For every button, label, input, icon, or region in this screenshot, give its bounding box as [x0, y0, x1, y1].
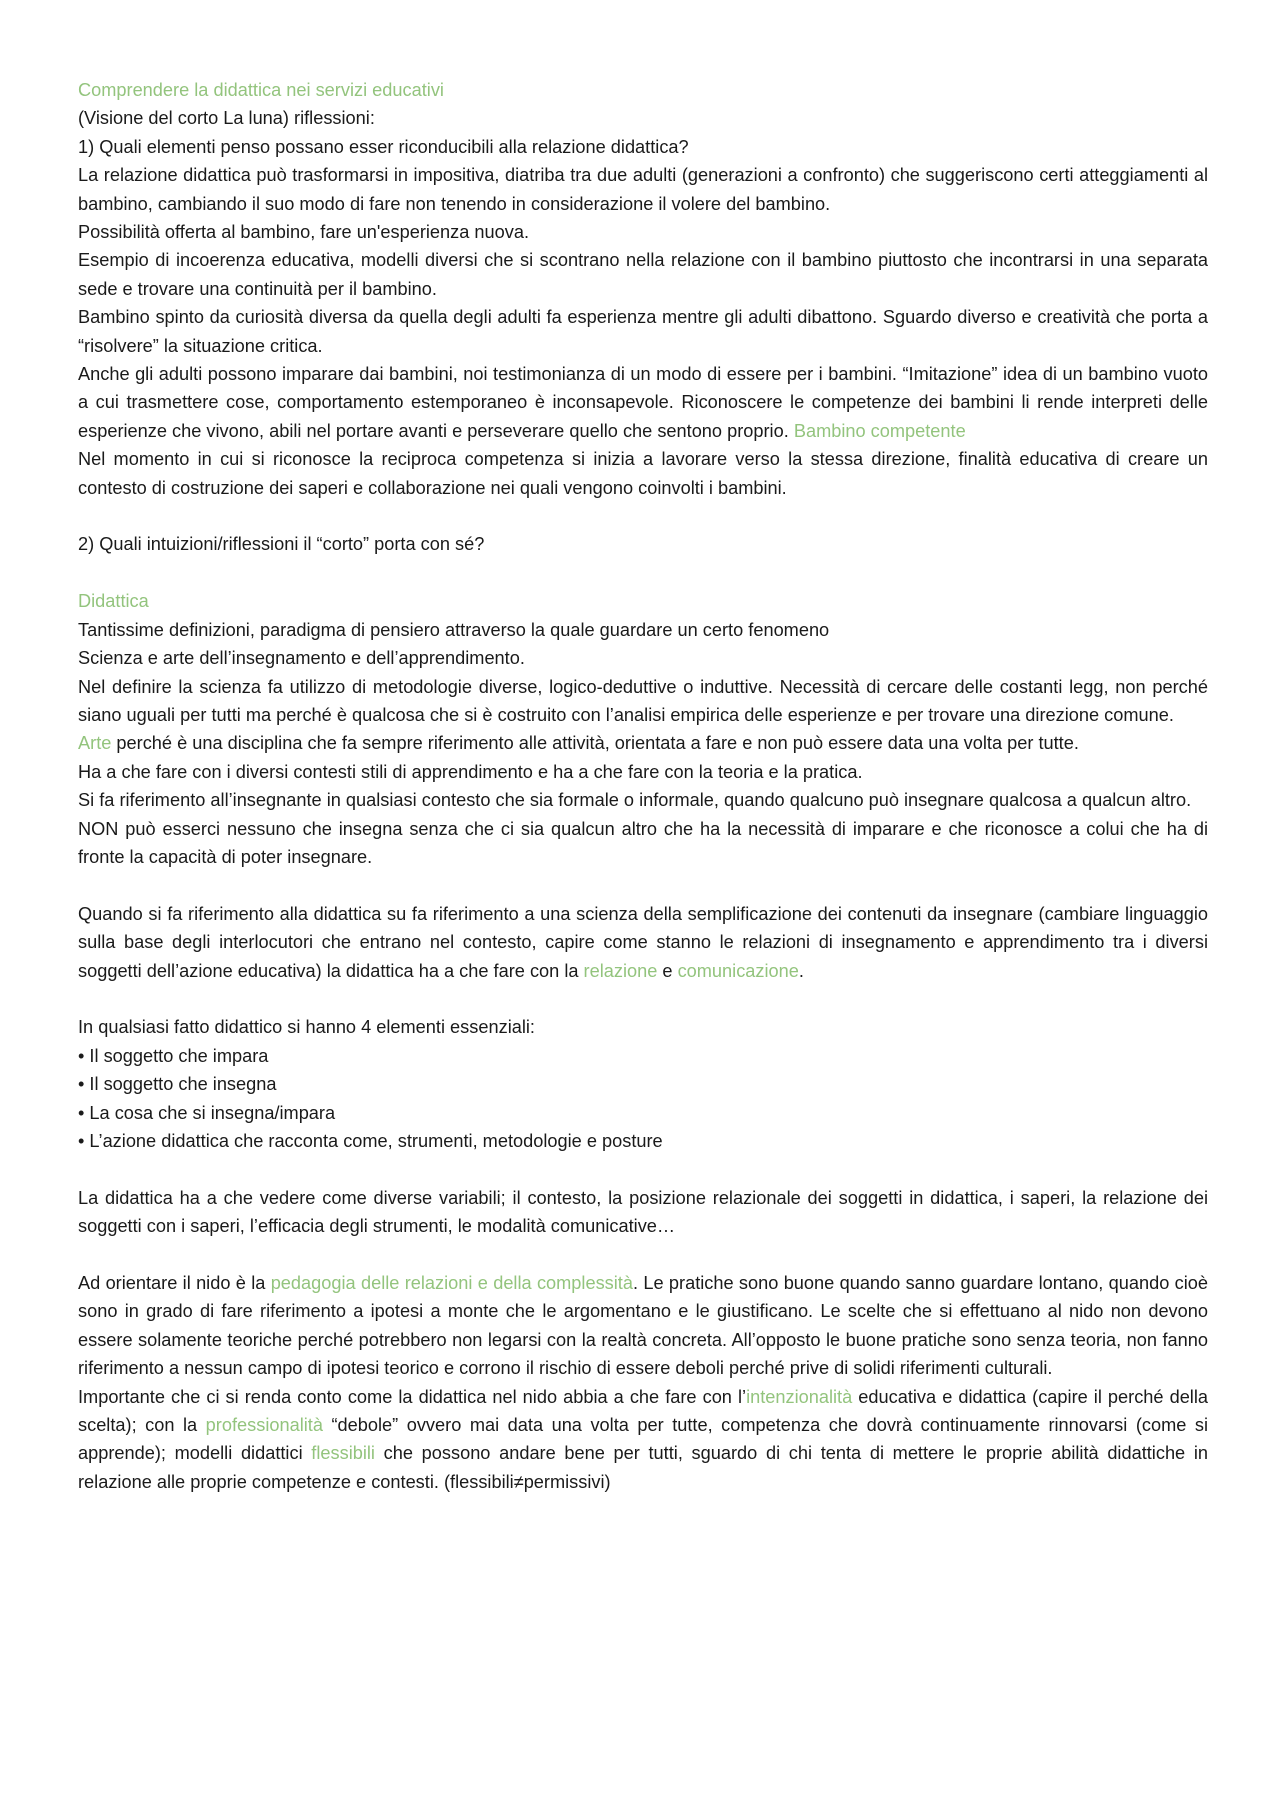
highlight-pedagogia: pedagogia delle relazioni e della complessità — [270, 1272, 633, 1293]
didattica-paragraph-7: NON può esserci nessuno che insegna senza che ci sia qualcun altro che ha la necessità di imparare e che riconosce a colui che ha di fronte la capacità di poter insegnare. — [78, 818, 1208, 867]
highlight-flessibili: flessibili — [311, 1443, 375, 1464]
conjunction: e — [657, 960, 678, 981]
highlight-professionalita: professionalità — [205, 1415, 323, 1435]
paragraph-6: Nel momento in cui si riconosce la reciproca competenza si inizia a lavorare verso la stessa direzione, finalità educativa di creare un contesto di costruzione dei saperi e collaborazione nei quali vengono coinvolti i bambini. — [78, 449, 1208, 498]
didattica-paragraph-6: Si fa riferimento all’insegnante in qualsiasi contesto che sia formale o informale, quando qualcuno può insegnare qualcosa a qualcun altro. — [78, 790, 1192, 811]
list-item: • L’azione didattica che racconta come, strumenti, metodologie e posture — [78, 1130, 663, 1151]
didattica-paragraph-4 — [78, 729, 1208, 757]
didattica-paragraph-8 — [78, 900, 1208, 985]
paragraph-3: Esempio di incoerenza educativa, modelli diversi che si scontrano nella relazione con il bambino piuttosto che incontrarsi in una separata sede e trovare una continuità per il bambino. — [78, 250, 1208, 299]
highlight-relazione: relazione — [583, 960, 658, 981]
didattica-paragraph-3: Nel definire la scienza fa utilizzo di metodologie diverse, logico-deduttive o induttive. Necessità di cercare delle costanti legg, non perché siano uguali per tutti ma perché è qualcosa che si è costruito con l’analisi empirica delle esperienze e per trovare una direzione comune. — [78, 676, 1208, 725]
spacer — [78, 502, 1208, 530]
didattica-paragraph-11-c: “debole” ovvero mai data una volta per tutte, competenza che dovrà continuamente rinnovarsi (come si apprende); modelli didattici — [78, 1415, 1208, 1464]
list-intro: In qualsiasi fatto didattico si hanno 4 elementi essenziali: — [78, 1017, 535, 1038]
spacer — [78, 871, 1208, 899]
intro-line: (Visione del corto La luna) riflessioni: — [78, 108, 375, 129]
didattica-paragraph-5: Ha a che fare con i diversi contesti stili di apprendimento e ha a che fare con la teoria e la pratica. — [78, 761, 863, 782]
document-page — [78, 76, 1208, 1496]
didattica-paragraph-10-start: Ad orientare il nido è la — [78, 1272, 271, 1293]
list-item: • La cosa che si insegna/impara — [78, 1102, 336, 1123]
section-heading-comprendere: Comprendere la didattica nei servizi educativi — [78, 80, 444, 100]
spacer — [78, 1241, 1208, 1269]
didattica-paragraph-11-a: Importante che ci si renda conto come la didattica nel nido abbia a che fare con l’ — [78, 1386, 747, 1407]
list-item: • Il soggetto che impara — [78, 1045, 269, 1066]
paragraph-5-text: Anche gli adulti possono imparare dai bambini, noi testimonianza di un modo di essere per i bambini. “Imitazione” idea di un bambino vuoto a cui trasmettere cose, comportamento estemporaneo è inconsapevole. Riconoscere le competenze dei bambini li rende interpreti delle esperienze che vivono, abili nel portare avanti e perseverare quello che sentono proprio. — [78, 364, 1208, 441]
list-item: • Il soggetto che insegna — [78, 1074, 277, 1095]
didattica-paragraph-8-text: Quando si fa riferimento alla didattica su fa riferimento a una scienza della semplificazione dei contenuti da insegnare (cambiare linguaggio sulla base degli interlocutori che entrano nel contesto, capire come stanno le relazioni di insegnamento e apprendimento tra i diversi soggetti dell’azione educativa) la didattica ha a che fare con la — [78, 903, 1208, 981]
didattica-paragraph-11-b: educativa e didattica (capire il perché della scelta); con la — [78, 1386, 1209, 1435]
paragraph-2: Possibilità offerta al bambino, fare un'esperienza nuova. — [78, 222, 530, 243]
didattica-paragraph-10 — [78, 1269, 1208, 1383]
didattica-paragraph-10-rest: . Le pratiche sono buone quando sanno guardare lontano, quando cioè sono in grado di fare riferimento a ipotesi a monte che le argomentano e le giustificano. Le scelte che si effettuano al nido non devono essere solamente teoriche perché potrebbero non legarsi con la realtà concreta. All’opposto le buone pratiche sono senza teoria, non fanno riferimento a nessun campo di ipotesi teorico e corrono il rischio di essere deboli perché prive di solidi riferimenti culturali. — [78, 1272, 1209, 1379]
spacer — [78, 1155, 1208, 1183]
highlight-arte: Arte — [78, 733, 112, 754]
highlight-comunicazione: comunicazione — [677, 960, 799, 981]
paragraph-4: Bambino spinto da curiosità diversa da quella degli adulti fa esperienza mentre gli adulti dibattono. Sguardo diverso e creatività che porta a “risolvere” la situazione critica. — [78, 307, 1208, 356]
highlight-bambino-competente: Bambino competente — [793, 420, 966, 441]
didattica-paragraph-11-d: che possono andare bene per tutti, sguardo di chi tenta di mettere le proprie abilità didattiche in relazione alle proprie competenze e contesti. (flessibili≠permissivi) — [78, 1443, 1209, 1492]
paragraph-5 — [78, 360, 1208, 445]
spacer — [78, 559, 1208, 587]
question-1: 1) Quali elementi penso possano esser riconducibili alla relazione didattica? — [78, 136, 689, 157]
spacer — [78, 985, 1208, 1013]
highlight-intenzionalita: intenzionalità — [746, 1386, 853, 1407]
didattica-paragraph-4-text: perché è una disciplina che fa sempre riferimento alle attività, orientata a fare e non può essere data una volta per tutte. — [111, 733, 1079, 754]
paragraph-1: La relazione didattica può trasformarsi in impositiva, diatriba tra due adulti (generazioni a confronto) che suggeriscono certi atteggiamenti al bambino, cambiando il suo modo di fare non tenendo in considerazione il volere del bambino. — [78, 165, 1208, 214]
didattica-paragraph-9: La didattica ha a che vedere come diverse variabili; il contesto, la posizione relazionale dei soggetti in didattica, i saperi, la relazione dei soggetti con i saperi, l’efficacia degli strumenti, le modalità comunicative… — [78, 1187, 1208, 1237]
didattica-line-1: Tantissime definizioni, paradigma di pensiero attraverso la quale guardare un certo fenomeno — [78, 619, 830, 640]
question-2: 2) Quali intuizioni/riflessioni il “corto” porta con sé? — [78, 534, 485, 555]
didattica-paragraph-11 — [78, 1383, 1208, 1497]
period: . — [798, 960, 804, 981]
didattica-line-2: Scienza e arte dell’insegnamento e dell’apprendimento. — [78, 648, 525, 669]
section-heading-didattica: Didattica — [78, 591, 149, 612]
